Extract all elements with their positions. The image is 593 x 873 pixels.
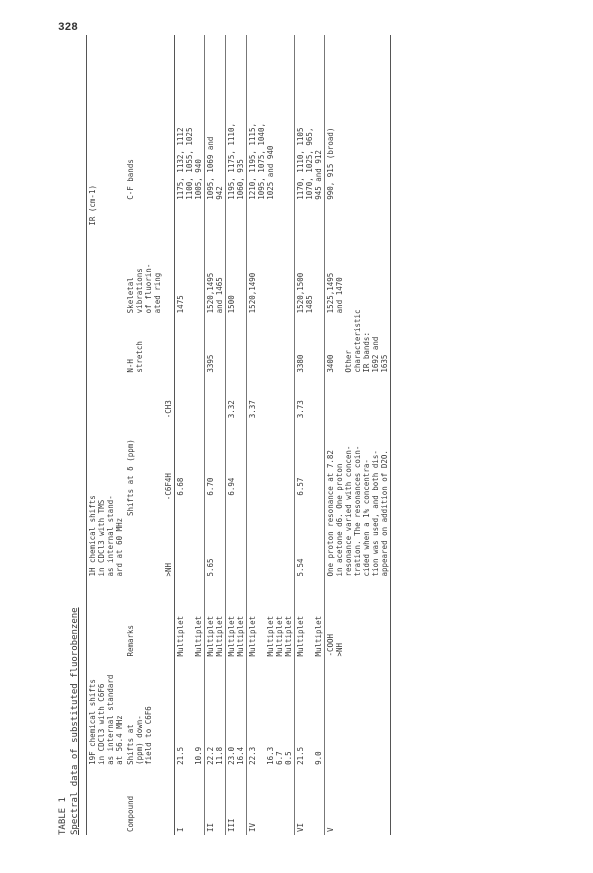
c6f4h-cell: 6.68 (175, 443, 205, 531)
compound-cell: IV (247, 768, 295, 835)
compound-cell: V (325, 768, 391, 835)
skeletal-cell: 1475 (175, 203, 205, 317)
f19-cell: 21.5 9.0 (295, 660, 325, 768)
table-row (325, 35, 391, 835)
header-compound (87, 768, 126, 835)
remarks-cell: Multiplet Multiplet (175, 580, 205, 660)
remarks-cell: Multiplet Multiplet Multiplet Multiplet (247, 580, 295, 660)
header-nh-stretch: N-H stretch (126, 341, 144, 373)
nh-stretch-cell (175, 316, 205, 375)
nh-stretch-cell: 3395 (205, 316, 226, 375)
nh-stretch-cell: 3400 Other characteristic IR bands: 1692 and 1635 (325, 316, 391, 375)
cf-cell: 990, 915 (broad) (325, 35, 391, 203)
f19-cell: 22.2 11.8 (205, 660, 226, 768)
table-row (226, 35, 247, 835)
compound-cell: VI (295, 768, 325, 835)
compound-cell: II (205, 768, 226, 835)
header-h1-group: 1H chemical shifts in CDCl3 with TMS as internal stand- ard at 60 MHz (87, 376, 126, 580)
rotated-table-container (58, 25, 498, 845)
nh-note-cell: One proton resonance at 7.82 in acetone d6. One proton resonance varied with concen- tration. The resonances coin- cided when a 1% concentra- tion was used, and both dis- appeared on addition of D2O. (325, 376, 391, 580)
header-cf: C-F bands (126, 159, 135, 200)
header-compound-label: Compound (126, 795, 135, 832)
skeletal-cell: 1520,1495 and 1465 (205, 203, 226, 317)
ch3-cell: 3.37 (247, 376, 295, 443)
cf-cell: 1095, 1069 and 942 (205, 35, 226, 203)
cf-cell: 1195, 1175, 1110, 1060, 935 (226, 35, 247, 203)
remarks-cell: Multiplet Multiplet (205, 580, 226, 660)
nh-cell (247, 531, 295, 580)
compound-cell: I (175, 768, 205, 835)
header-ir-group: IR (cm-1) (87, 35, 126, 376)
ch3-cell: 3.73 (295, 376, 325, 443)
nh-cell: 5.54 (295, 531, 325, 580)
remarks-cell: Multiplet Multiplet (226, 580, 247, 660)
table-label: TABLE 1 (58, 797, 68, 835)
table-row (175, 35, 205, 835)
header-nh: >NH (163, 531, 175, 580)
skeletal-cell: 1525,1495 and 1470 (325, 203, 391, 317)
header-remarks: Remarks (126, 624, 135, 657)
f19-cell: 21.5 10.9 (175, 660, 205, 768)
remarks-cell: -COOH >NH (325, 580, 391, 660)
cf-cell: 1170, 1110, 1105 1070, 1025, 965, 945 and 912 (295, 35, 325, 203)
remarks-cell: Multiplet Multiplet (295, 580, 325, 660)
f19-cell: 22.3 16.3 6.7 0.5 (247, 660, 295, 768)
nh-cell (175, 531, 205, 580)
skeletal-cell: 1520,1490 (247, 203, 295, 317)
table-row (247, 35, 295, 835)
ch3-cell (175, 376, 205, 443)
spectral-data-table (86, 35, 391, 835)
skeletal-cell: 1500 (226, 203, 247, 317)
nh-cell (226, 531, 247, 580)
nh-stretch-cell: 3380 (295, 316, 325, 375)
ch3-cell: 3.32 (226, 376, 247, 443)
f19-cell: 23.0 16.4 (226, 660, 247, 768)
header-ch3: -CH3 (163, 376, 175, 443)
table-row (205, 35, 226, 835)
c6f4h-cell: 6.57 (295, 443, 325, 531)
page-number: 328 (58, 22, 78, 34)
c6f4h-cell: 6.94 (226, 443, 247, 531)
compound-cell: III (226, 768, 247, 835)
cf-cell: 1175, 1132, 1112 1100, 1055, 1025 1005, 940 (175, 35, 205, 203)
c6f4h-cell (247, 443, 295, 531)
header-h1-shift: Shifts at δ (ppm) (126, 439, 135, 516)
header-f19-group: 19F chemical shifts in CDCl3 with C6F6 as internal standard at 56.4 MHz (87, 580, 126, 768)
skeletal-cell: 1520,1500 1485 (295, 203, 325, 317)
nh-stretch-cell (226, 316, 247, 375)
ch3-cell (205, 376, 226, 443)
header-skeletal: Skeletal vibrations of fluorin- ated ring (126, 263, 162, 314)
f19-cell (325, 660, 391, 768)
header-f19-shift: Shifts at (ppm) down- field to C6F6 (126, 706, 153, 765)
table-row (295, 35, 325, 835)
cf-cell: 1210, 1195, 1115, 1095, 1075, 1040, 1025 and 940 (247, 35, 295, 203)
c6f4h-cell: 6.70 (205, 443, 226, 531)
nh-cell: 5.65 (205, 531, 226, 580)
nh-stretch-cell (247, 316, 295, 375)
table-title: Spectral data of substituted fluorobenzene (70, 607, 80, 835)
header-c6f4h: -C6F4H (163, 443, 175, 531)
